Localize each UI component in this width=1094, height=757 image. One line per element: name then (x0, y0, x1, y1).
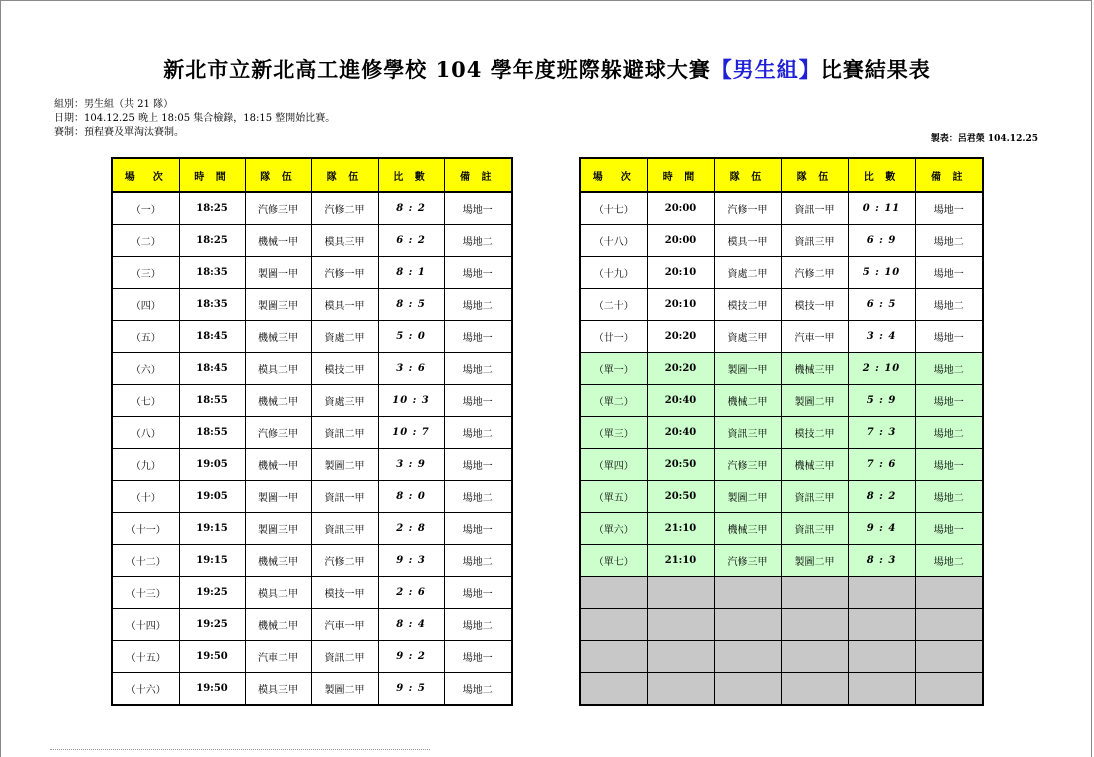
team-a-cell: 汽修三甲 (714, 545, 781, 577)
match-time-cell: 19:05 (179, 481, 245, 513)
team-a-cell: 製圖一甲 (245, 481, 311, 513)
team-b-cell: 模技一甲 (311, 577, 378, 609)
table-row (580, 577, 983, 609)
team-a-cell: 汽修三甲 (714, 449, 781, 481)
table-row (580, 449, 983, 481)
page-title (0, 54, 1094, 84)
venue-cell (915, 609, 983, 641)
results-table-right (579, 157, 984, 706)
column-header-team-a: 隊 伍 (245, 158, 311, 192)
info-format: 賽制：預程賽及單淘汰賽制。 (54, 127, 184, 138)
team-a-cell: 模具三甲 (245, 673, 311, 706)
score-cell: 8 : 2 (378, 192, 444, 225)
column-header-venue: 備 註 (915, 158, 983, 192)
venue-cell (915, 673, 983, 706)
team-b-cell: 模技二甲 (781, 417, 848, 449)
match-number-cell: （十八） (580, 225, 647, 257)
team-b-cell: 汽車一甲 (311, 609, 378, 641)
team-a-cell: 製圖一甲 (714, 353, 781, 385)
table-maker: 製表：呂君榮 104.12.25 (930, 134, 1038, 144)
venue-cell: 場地一 (915, 321, 983, 353)
match-time-cell: 18:55 (179, 417, 245, 449)
column-header-team-b: 隊 伍 (781, 158, 848, 192)
team-a-cell: 機械三甲 (714, 513, 781, 545)
team-a-cell: 模具二甲 (245, 353, 311, 385)
team-a-cell: 汽修一甲 (714, 192, 781, 225)
title-suffix: 比賽結果表 (820, 57, 931, 82)
venue-cell: 場地二 (444, 225, 512, 257)
match-time-cell (647, 577, 714, 609)
venue-cell: 場地二 (915, 417, 983, 449)
score-cell: 0 : 11 (848, 192, 915, 225)
venue-cell: 場地二 (915, 289, 983, 321)
match-number-cell: （十九） (580, 257, 647, 289)
match-number-cell (580, 609, 647, 641)
team-a-cell: 製圖三甲 (245, 289, 311, 321)
table-row (112, 225, 512, 257)
team-b-cell: 機械三甲 (781, 449, 848, 481)
venue-cell: 場地一 (915, 192, 983, 225)
venue-cell: 場地二 (444, 481, 512, 513)
header-row (580, 158, 983, 192)
team-a-cell (714, 673, 781, 706)
team-a-cell: 機械二甲 (245, 609, 311, 641)
table-row (580, 609, 983, 641)
match-number-cell: （八） (112, 417, 179, 449)
match-number-cell (580, 577, 647, 609)
table-row (580, 513, 983, 545)
team-b-cell: 製圖二甲 (781, 545, 848, 577)
match-time-cell (647, 609, 714, 641)
venue-cell: 場地一 (444, 449, 512, 481)
score-cell: 9 : 2 (378, 641, 444, 673)
results-table-left (111, 157, 513, 706)
match-time-cell: 19:05 (179, 449, 245, 481)
match-number-cell: （十四） (112, 609, 179, 641)
match-number-cell: （單二） (580, 385, 647, 417)
score-cell: 9 : 4 (848, 513, 915, 545)
score-cell: 5 : 9 (848, 385, 915, 417)
venue-cell: 場地二 (444, 609, 512, 641)
match-time-cell: 21:10 (647, 513, 714, 545)
column-header-score: 比 數 (378, 158, 444, 192)
score-cell: 3 : 6 (378, 353, 444, 385)
match-number-cell: （四） (112, 289, 179, 321)
match-time-cell: 20:10 (647, 257, 714, 289)
team-b-cell: 資處三甲 (311, 385, 378, 417)
team-b-cell: 汽修二甲 (311, 192, 378, 225)
team-a-cell: 機械一甲 (245, 225, 311, 257)
team-a-cell (714, 641, 781, 673)
venue-cell: 場地一 (444, 513, 512, 545)
column-header-match-number: 場 次 (580, 158, 647, 192)
match-number-cell: （十一） (112, 513, 179, 545)
match-time-cell: 18:25 (179, 225, 245, 257)
venue-cell: 場地一 (444, 641, 512, 673)
match-number-cell: （十二） (112, 545, 179, 577)
table-row (112, 673, 512, 706)
venue-cell (915, 577, 983, 609)
column-header-match-time: 時 間 (179, 158, 245, 192)
venue-cell (915, 641, 983, 673)
team-b-cell (781, 673, 848, 706)
match-number-cell: （十七） (580, 192, 647, 225)
team-b-cell: 機械三甲 (781, 353, 848, 385)
match-number-cell: （五） (112, 321, 179, 353)
team-a-cell: 資處三甲 (714, 321, 781, 353)
header-row (112, 158, 512, 192)
team-a-cell: 汽車二甲 (245, 641, 311, 673)
match-number-cell: （十） (112, 481, 179, 513)
venue-cell: 場地一 (444, 577, 512, 609)
venue-cell: 場地二 (915, 481, 983, 513)
match-time-cell: 18:25 (179, 192, 245, 225)
team-b-cell: 資處二甲 (311, 321, 378, 353)
team-a-cell: 模具二甲 (245, 577, 311, 609)
match-time-cell: 20:20 (647, 321, 714, 353)
match-number-cell: （九） (112, 449, 179, 481)
venue-cell: 場地一 (444, 257, 512, 289)
team-b-cell: 汽修二甲 (311, 545, 378, 577)
table-row (580, 192, 983, 225)
team-a-cell: 機械二甲 (714, 385, 781, 417)
team-a-cell: 製圖三甲 (245, 513, 311, 545)
team-b-cell: 製圖二甲 (781, 385, 848, 417)
venue-cell: 場地一 (915, 449, 983, 481)
table-row (112, 192, 512, 225)
match-number-cell: （十三） (112, 577, 179, 609)
team-a-cell: 模具一甲 (714, 225, 781, 257)
match-time-cell: 20:10 (647, 289, 714, 321)
team-b-cell: 資訊二甲 (311, 641, 378, 673)
column-header-match-time: 時 間 (647, 158, 714, 192)
title-main: 新北市立新北高工進修學校 104 學年度班際躲避球大賽 (163, 57, 711, 82)
match-time-cell: 18:35 (179, 289, 245, 321)
match-time-cell: 20:00 (647, 192, 714, 225)
team-b-cell: 資訊一甲 (781, 192, 848, 225)
team-b-cell: 模具三甲 (311, 225, 378, 257)
match-time-cell: 20:40 (647, 417, 714, 449)
score-cell: 8 : 3 (848, 545, 915, 577)
table-row (580, 545, 983, 577)
match-time-cell: 21:10 (647, 545, 714, 577)
match-time-cell: 18:45 (179, 321, 245, 353)
venue-cell: 場地一 (915, 257, 983, 289)
match-number-cell: （二十） (580, 289, 647, 321)
venue-cell: 場地二 (915, 353, 983, 385)
match-number-cell: （七） (112, 385, 179, 417)
column-header-team-b: 隊 伍 (311, 158, 378, 192)
table-row (112, 481, 512, 513)
match-number-cell: （單一） (580, 353, 647, 385)
score-cell: 3 : 4 (848, 321, 915, 353)
team-b-cell: 資訊二甲 (311, 417, 378, 449)
table-row (112, 641, 512, 673)
match-number-cell: （單七） (580, 545, 647, 577)
match-number-cell: （二） (112, 225, 179, 257)
team-a-cell: 模技二甲 (714, 289, 781, 321)
team-a-cell: 汽修三甲 (245, 192, 311, 225)
match-time-cell: 18:55 (179, 385, 245, 417)
team-b-cell: 模技二甲 (311, 353, 378, 385)
table-row (112, 577, 512, 609)
score-cell: 3 : 9 (378, 449, 444, 481)
score-cell: 7 : 6 (848, 449, 915, 481)
venue-cell: 場地二 (915, 225, 983, 257)
venue-cell: 場地二 (444, 417, 512, 449)
match-number-cell: （單三） (580, 417, 647, 449)
table-row (580, 257, 983, 289)
score-cell: 7 : 3 (848, 417, 915, 449)
venue-cell: 場地一 (915, 385, 983, 417)
team-a-cell: 機械一甲 (245, 449, 311, 481)
table-row (112, 353, 512, 385)
match-time-cell: 18:45 (179, 353, 245, 385)
team-a-cell: 機械三甲 (245, 545, 311, 577)
team-b-cell: 資訊三甲 (311, 513, 378, 545)
team-b-cell (781, 577, 848, 609)
match-number-cell: （單五） (580, 481, 647, 513)
title-group-highlight: 【男生組】 (710, 57, 821, 82)
match-time-cell: 19:25 (179, 609, 245, 641)
match-number-cell: （單六） (580, 513, 647, 545)
team-b-cell (781, 609, 848, 641)
team-b-cell: 製圖二甲 (311, 449, 378, 481)
score-cell: 5 : 10 (848, 257, 915, 289)
team-a-cell (714, 577, 781, 609)
score-cell: 10 : 3 (378, 385, 444, 417)
venue-cell: 場地二 (444, 673, 512, 706)
table-row (580, 641, 983, 673)
table-row (112, 417, 512, 449)
team-a-cell: 機械三甲 (245, 321, 311, 353)
score-cell: 8 : 5 (378, 289, 444, 321)
match-number-cell (580, 641, 647, 673)
table-row (580, 225, 983, 257)
table-row (112, 289, 512, 321)
score-cell: 8 : 0 (378, 481, 444, 513)
column-header-score: 比 數 (848, 158, 915, 192)
team-b-cell: 汽車一甲 (781, 321, 848, 353)
team-b-cell: 資訊三甲 (781, 513, 848, 545)
match-time-cell (647, 673, 714, 706)
venue-cell: 場地一 (444, 192, 512, 225)
score-cell (848, 577, 915, 609)
score-cell: 10 : 7 (378, 417, 444, 449)
match-time-cell: 19:50 (179, 641, 245, 673)
team-b-cell: 資訊三甲 (781, 481, 848, 513)
team-a-cell (714, 609, 781, 641)
team-a-cell: 製圖二甲 (714, 481, 781, 513)
score-cell: 2 : 10 (848, 353, 915, 385)
score-cell (848, 609, 915, 641)
venue-cell: 場地二 (444, 545, 512, 577)
match-time-cell: 18:35 (179, 257, 245, 289)
table-row (112, 545, 512, 577)
team-a-cell: 資訊三甲 (714, 417, 781, 449)
table-row (580, 385, 983, 417)
venue-cell: 場地一 (915, 513, 983, 545)
score-cell: 2 : 8 (378, 513, 444, 545)
venue-cell: 場地二 (915, 545, 983, 577)
match-time-cell: 19:25 (179, 577, 245, 609)
column-header-match-number: 場 次 (112, 158, 179, 192)
match-number-cell: （廿一） (580, 321, 647, 353)
score-cell (848, 673, 915, 706)
match-number-cell (580, 673, 647, 706)
venue-cell: 場地一 (444, 321, 512, 353)
table-row (112, 321, 512, 353)
match-time-cell: 20:40 (647, 385, 714, 417)
team-b-cell: 資訊三甲 (781, 225, 848, 257)
team-b-cell: 模技一甲 (781, 289, 848, 321)
table-row (112, 257, 512, 289)
score-cell: 6 : 2 (378, 225, 444, 257)
match-number-cell: （十六） (112, 673, 179, 706)
score-cell: 6 : 9 (848, 225, 915, 257)
info-group: 組別：男生組（共 21 隊） (54, 99, 174, 110)
info-date: 日期：104.12.25 晚上 18:05 集合檢錄，18:15 整開始比賽。 (54, 113, 336, 124)
table-row (112, 513, 512, 545)
venue-cell: 場地二 (444, 353, 512, 385)
table-row (112, 385, 512, 417)
venue-cell: 場地二 (444, 289, 512, 321)
match-time-cell: 19:50 (179, 673, 245, 706)
team-b-cell (781, 641, 848, 673)
match-number-cell: （單四） (580, 449, 647, 481)
team-b-cell: 汽修一甲 (311, 257, 378, 289)
score-cell: 9 : 3 (378, 545, 444, 577)
table-row (112, 609, 512, 641)
score-cell: 5 : 0 (378, 321, 444, 353)
team-a-cell: 製圖一甲 (245, 257, 311, 289)
match-time-cell: 20:50 (647, 481, 714, 513)
table-row (580, 321, 983, 353)
match-time-cell: 20:00 (647, 225, 714, 257)
score-cell (848, 641, 915, 673)
venue-cell: 場地一 (444, 385, 512, 417)
match-info (54, 98, 335, 140)
score-cell: 8 : 2 (848, 481, 915, 513)
match-number-cell: （六） (112, 353, 179, 385)
match-number-cell: （十五） (112, 641, 179, 673)
score-cell: 8 : 1 (378, 257, 444, 289)
team-b-cell: 模具一甲 (311, 289, 378, 321)
match-time-cell: 20:50 (647, 449, 714, 481)
table-row (580, 417, 983, 449)
team-b-cell: 製圖二甲 (311, 673, 378, 706)
score-cell: 2 : 6 (378, 577, 444, 609)
match-time-cell: 19:15 (179, 513, 245, 545)
team-b-cell: 資訊一甲 (311, 481, 378, 513)
match-number-cell: （三） (112, 257, 179, 289)
table-row (580, 481, 983, 513)
column-header-team-a: 隊 伍 (714, 158, 781, 192)
table-row (580, 353, 983, 385)
match-time-cell: 19:15 (179, 545, 245, 577)
table-row (112, 449, 512, 481)
match-number-cell: （一） (112, 192, 179, 225)
match-time-cell: 20:20 (647, 353, 714, 385)
table-row (580, 673, 983, 706)
team-a-cell: 機械二甲 (245, 385, 311, 417)
match-time-cell (647, 641, 714, 673)
score-cell: 9 : 5 (378, 673, 444, 706)
score-cell: 6 : 5 (848, 289, 915, 321)
team-a-cell: 汽修三甲 (245, 417, 311, 449)
column-header-venue: 備 註 (444, 158, 512, 192)
team-b-cell: 汽修二甲 (781, 257, 848, 289)
team-a-cell: 資處二甲 (714, 257, 781, 289)
table-row (580, 289, 983, 321)
score-cell: 8 : 4 (378, 609, 444, 641)
page-footer-dots (50, 749, 430, 752)
